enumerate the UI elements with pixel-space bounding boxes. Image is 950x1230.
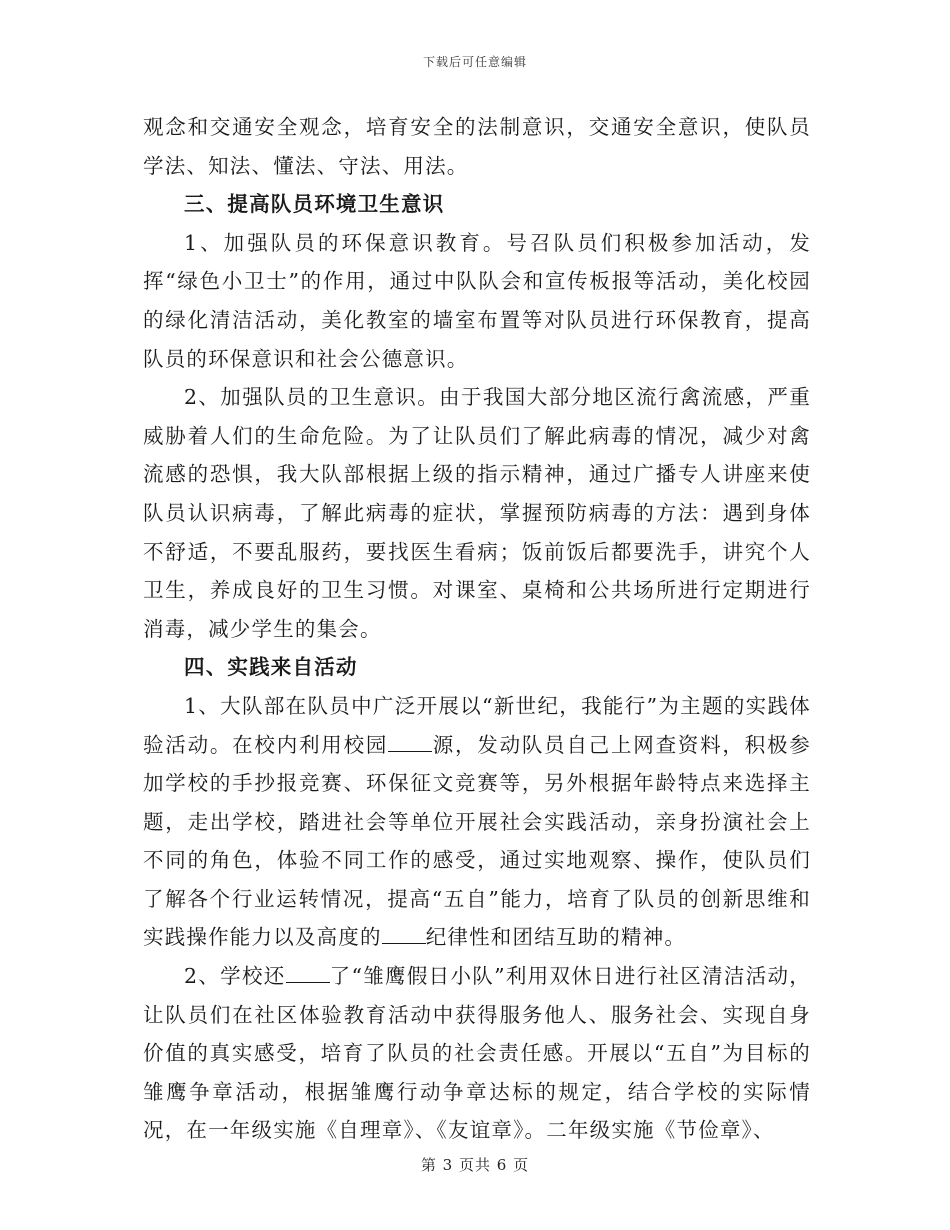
section-heading-3: 三、提高队员环境卫生意识 xyxy=(184,192,445,217)
blank-underline xyxy=(382,925,426,944)
paragraph-practice-1-part-a: 1、大队部在队员中广泛开展以“新世纪，我能行”为主题的实践体验活动。在校内利用校园 xyxy=(143,693,811,757)
paragraph-practice-2-part-a: 2、学校还 xyxy=(184,964,286,989)
paragraph-practice-2 xyxy=(143,957,811,1150)
blank-underline xyxy=(388,733,432,752)
paragraph-practice-2-part-b: 了“雏鹰假日小队”利用双休日进行社区清洁活动，让队员们在社区体验教育活动中获得服务他人、服务社会、实现自身价值的真实感受，培育了队员的社会责任感。开展以“五自”为目标的雏鹰争章活动，根据雏鹰行动争章达标的规定，结合学校的实际情况，在一年级实施《自理章》、《友谊章》。二年级实施《节俭章》、 xyxy=(143,964,811,1143)
page-number: 第 3 页共 6 页 xyxy=(420,1156,530,1174)
section-heading-4: 四、实践来自活动 xyxy=(184,655,358,680)
paragraph-environment-1: 1、加强队员的环保意识教育。号召队员们积极参加活动，发挥“绿色小卫士”的作用，通过中队队会和宣传板报等活动，美化校园的绿化清洁活动，美化教室的墙室布置等对队员进行环保教育，提高队员的环保意识和社会公德意识。 xyxy=(143,230,811,371)
document-body xyxy=(143,108,811,1150)
paragraph-practice-1-part-b: 源，发动队员自己上网查资料，积极参加学校的手抄报竞赛、环保征文竞赛等，另外根据年龄特点来选择主题，走出学校，踏进社会等单位开展社会实践活动，亲身扮演社会上不同的角色，体验不同工作的感受，通过实地观察、操作，使队员们了解各个行业运转情况，提高“五自”能力，培育了队员的创新思维和实践操作能力以及高度的 xyxy=(143,732,811,950)
blank-underline xyxy=(286,964,330,983)
paragraph-practice-1-part-c: 纪律性和团结互助的精神。 xyxy=(425,925,687,950)
paragraph-safety-continued: 观念和交通安全观念，培育安全的法制意识，交通安全意识，使队员学法、知法、懂法、守法、用法。 xyxy=(143,115,811,178)
paragraph-practice-1 xyxy=(143,687,811,957)
paragraph-hygiene-2: 2、加强队员的卫生意识。由于我国大部分地区流行禽流感，严重威胁着人们的生命危险。为了让队员们了解此病毒的情况，减少对禽流感的恐惧，我大队部根据上级的指示精神，通过广播专人讲座来使队员认识病毒，了解此病毒的症状，掌握预防病毒的方法：遇到身体不舒适，不要乱服药，要找医生看病；饭前饭后都要洗手，讲究个人卫生，养成良好的卫生习惯。对课室、桌椅和公共场所进行定期进行消毒，减少学生的集会。 xyxy=(143,385,811,641)
page-header-note: 下载后可任意编辑 xyxy=(422,55,527,69)
